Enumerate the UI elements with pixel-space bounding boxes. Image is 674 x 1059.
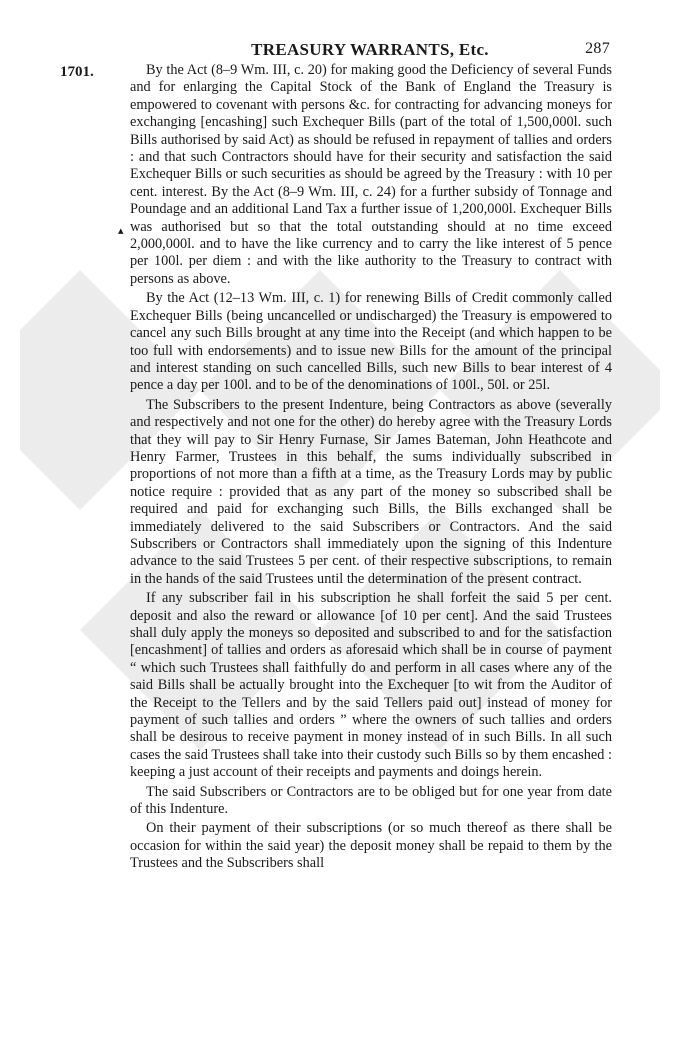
page-number: 287 [585,40,610,57]
paragraph: By the Act (8–9 Wm. III, c. 20) for making good the Deficiency of several Funds and for enlarging the Capital Stock of the Bank of England the Treasury is empowered to covenant with persons &c. for contracting for advancing moneys for exchanging [encashing] such Exchequer Bills (part of the total of 1,500,000l. such Bills authorised by said Act) as should be refused in repayment of tallies and orders : and that such Contractors should have for their security and satisfaction the said Exchequer Bills or such securities as should be agreed by the Treasury : with 10 per cent. interest. By the Act (8–9 Wm. III, c. 24) for a further subsidy of Tonnage and Poundage and an additional Land Tax a further issue of 1,200,000l. Exchequer Bills was authorised but so that the total outstanding should at no time exceed 2,000,000l. and to have the like currency and to carry the like interest of 5 pence per 100l. per diem : and with the like authority to the Treasury to contract with persons as above. [130,62,612,287]
paragraph: If any subscriber fail in his subscription he shall forfeit the said 5 per cent. deposit and also the reward or allowance [of 10 per cent]. And the said Trustees shall duly apply the moneys so deposited and subscribed to and for the satisfaction [encashment] of tallies and orders as aforesaid which shall be in course of payment “ which such Trustees shall faithfully do and perform in all cases where any of the said Bills shall be actually brought into the Exchequer [to wit from the Auditor of the Receipt to the Tellers and by the said Tellers paid out] instead of money for payment of such tallies and orders ” where the owners of such tallies and orders shall be desirous to receive payment in money instead of in such Bills. In all such cases the said Trustees shall take into their custody such Bills so by them encashed : keeping a just account of their receipts and payments and doings herein. [130,590,612,781]
running-header [130,40,610,64]
margin-mark: ▴ [118,225,124,237]
running-title: TREASURY WARRANTS, Etc. [251,40,489,59]
margin-year: 1701. [60,64,94,80]
paragraph: The said Subscribers or Contractors are to be obliged but for one year from date of this Indenture. [130,783,612,818]
paragraph: On their payment of their subscriptions (or so much thereof as there shall be occasion for within the said year) the deposit money shall be repaid to them by the Trustees and the Subscribers shall [130,820,612,872]
paragraph: The Subscribers to the present Indenture, being Contractors as above (severally and respectively and not one for the other) do hereby agree with the Treasury Lords that they will pay to Sir Henry Furnase, Sir James Bateman, John Heathcote and Henry Farmer, Trustees in this behalf, the sums individually subscribed in proportions of not more than a fifth at a time, as the Treasury Lords may by public notice require : provided that as any part of the money so subscribed shall be required and paid for exchanging such Bills, the Bills exchanged shall be immediately delivered to the said Subscribers or Contractors. And the said Subscribers or Contractors shall immediately upon the signing of this Indenture advance to the said Trustees 5 per cent. of their respective subscriptions, to remain in the hands of the said Trustees until the determination of the present contract. [130,396,612,587]
main-text [130,62,612,875]
paragraph: By the Act (12–13 Wm. III, c. 1) for renewing Bills of Credit commonly called Exchequer Bills (being uncancelled or undischarged) the Treasury is empowered to cancel any such Bills brought at any time into the Receipt (and which happen to be too full with endorsements) and to issue new Bills for the amount of the principal and interest standing on such cancelled Bills, such new Bills to bear interest of 4 pence a day per 100l. and to be of the denominations of 100l., 50l. or 25l. [130,290,612,394]
